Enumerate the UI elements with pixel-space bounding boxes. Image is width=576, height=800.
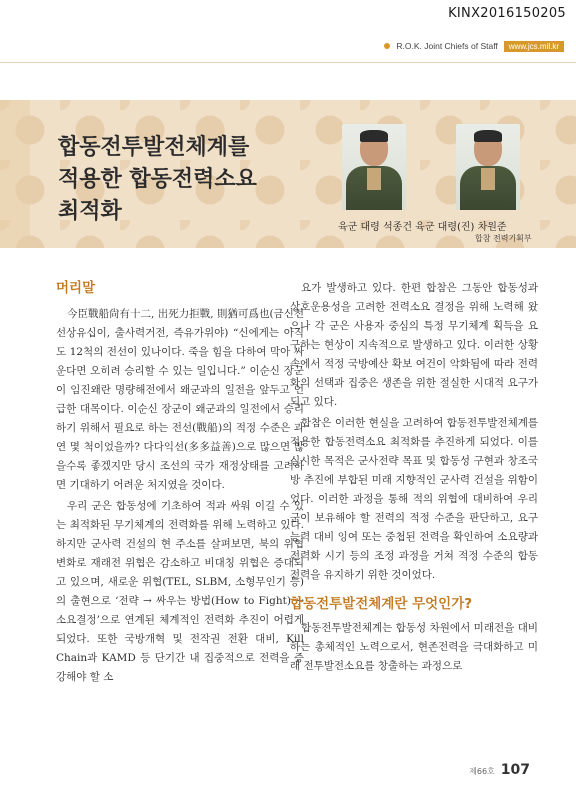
website-link[interactable]: www.jcs.mil.kr bbox=[504, 41, 564, 52]
author-affiliation: 합참 전력기획부 bbox=[475, 234, 532, 243]
author-photo-1 bbox=[342, 124, 406, 210]
title-line-3: 최적화 bbox=[58, 199, 122, 224]
banner-edge-decoration bbox=[0, 100, 30, 248]
issue-number: 제66호 bbox=[469, 767, 495, 776]
author-photo-2 bbox=[456, 124, 520, 210]
bullet-icon bbox=[384, 43, 390, 49]
paragraph: 今臣戰船尙有十二, 出死力拒戰, 則猶可爲也(금신전선상유십이, 출사력거전, 즉유가위야) “신에게는 아직도 12척의 전선이 있나이다. 죽을 힘을 다하여 막아 싸운다면 오히려 승리할 수 있는 일입니다.” 이순신 장군이 임진왜란 명량해전에서 왜군과의 일전을 앞두고 언급한 대목이다. 이순신 장군이 왜군과의 일전에서 승리하기 위해서 필요로 하는 전선(戰船)의 적정 수준은 과연 몇 척이었을까? 다다익선(多多益善)으로 많으면 많을수록 좋겠지만 당시 조선의 국가 재정상태를 고려하면 기대하기 어려운 처지였을 것이다. bbox=[56, 308, 304, 491]
article-title bbox=[58, 132, 257, 228]
title-line-1: 합동전투발전체계를 bbox=[58, 135, 250, 160]
right-column bbox=[290, 279, 538, 676]
section-heading-intro: 머리말 bbox=[56, 280, 96, 296]
paragraph: 요가 발생하고 있다. 한편 합참은 그동안 합동성과 상호운용성을 고려한 전력소요 결정을 위해 노력해 왔으나 각 군은 사용자 중심의 특정 무기체계 획득을 요구하는 현상이 지속적으로 발생하고 있다. 이러한 상황 속에서 적정 국방예산 확보 여건이 악화됨에 따라 전력화의 선택과 집중은 생존을 위한 절실한 시대적 요구가 되고 있다. bbox=[290, 282, 538, 408]
document-id: KINX2016150205 bbox=[448, 6, 566, 21]
paragraph: 합동전투발전체계는 합동성 차원에서 미래전을 대비하는 총체적인 노력으로서, 현존전력을 극대화하고 미래 전투발전소요를 창출하는 과정으로 bbox=[290, 622, 538, 672]
page-footer bbox=[469, 762, 530, 778]
header-divider bbox=[0, 62, 576, 63]
paragraph: 합참은 이러한 현실을 고려하여 합동전투발전체계를 적용한 합동전력소요 최적화를 추진하게 되었다. 이를 실시한 목적은 군사전략 목표 및 합동성 구현과 창조국방 추진에 부합된 미래 지향적인 군사력 건설을 위함이었다. 이러한 과정을 통해 적의 위협에 대비하여 우리 군이 보유해야 할 전력의 적정 수준을 판단하고, 요구능력 대비 잉여 또는 중첩된 전력을 확인하여 소요량과 전력화 시기 등의 조정 과정을 거쳐 적정 수준의 합동전력을 유지하기 위한 것이었다. bbox=[290, 417, 538, 581]
paragraph: 우리 군은 합동성에 기초하여 적과 싸워 이길 수 있는 최적화된 무기체계의 전력화를 위해 노력하고 있다. 하지만 군사력 건설의 현 주소를 살펴보면, 북의 위협 변화로 재래전 위협은 감소하고 비대칭 위협은 증대되고 있으며, 새로운 위협(TEL, SLBM, 소형무인기 등)의 출현으로 ‘전략 → 싸우는 방법(How to Fight) → 소요결정’으로 연계된 체계적인 전력화 추진이 어렵게 되었다. 또한 국방개혁 및 전작권 전환 대비, Kill Chain과 KAMD 등 단기간 내 집중적으로 전력을 증강해야 할 소 bbox=[56, 500, 304, 683]
organization-name: R.O.K. Joint Chiefs of Staff bbox=[396, 41, 498, 51]
title-line-2: 적용한 합동전력소요 bbox=[58, 167, 257, 192]
author-caption: 육군 대령 석종건 육군 대령(진) 차원준 bbox=[338, 222, 507, 233]
section-heading-what-is: 합동전투발전체계란 무엇인가? bbox=[290, 596, 473, 612]
left-column bbox=[56, 279, 304, 687]
journal-header bbox=[384, 38, 564, 54]
page-number: 107 bbox=[500, 762, 530, 778]
